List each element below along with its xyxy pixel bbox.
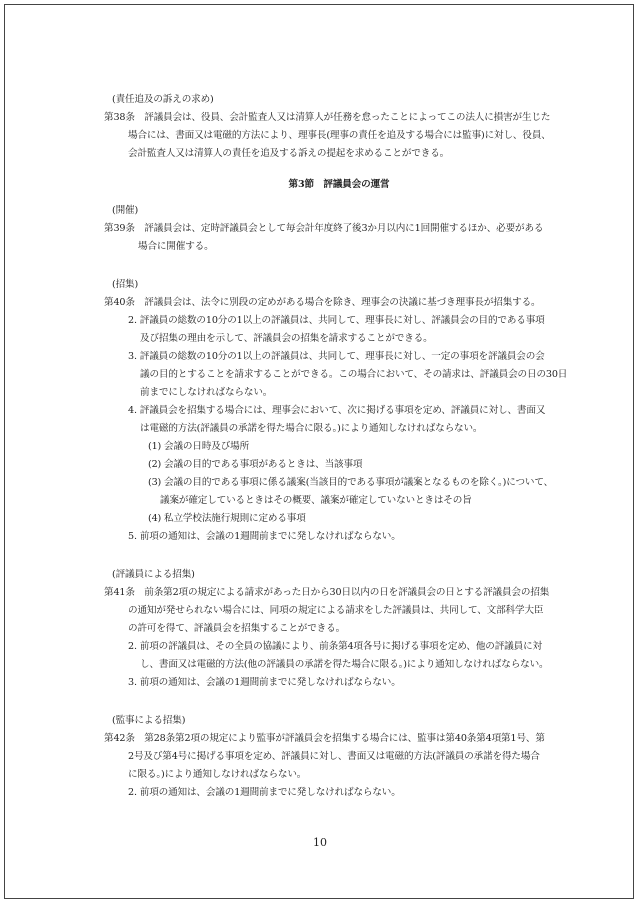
item-line: 3. 評議員の総数の10分の1以上の評議員は、共同して、理事長に対し、一定の事項を評議員会の会 <box>128 351 545 362</box>
article-39 <box>104 202 574 256</box>
item-4 <box>104 402 574 438</box>
item-line: 及び招集の理由を示して、評議員会の招集を請求することができる。 <box>140 333 433 344</box>
section-title: 第3節 評議員会の運営 <box>288 179 390 190</box>
article-number: 第40条 <box>104 297 135 308</box>
article-42 <box>104 712 574 802</box>
item-line: 前までにしなければならない。 <box>140 387 273 398</box>
article-heading: (責任追及の訴えの求め) <box>112 94 214 105</box>
subitem-3-continued: 議案が確定しているときはその概要、議案が確定していないときはその旨 <box>160 495 472 506</box>
article-text-line: に限る。)により通知しなければならない。 <box>128 769 307 780</box>
document-body <box>104 91 574 802</box>
article-heading: (監事による招集) <box>112 715 186 726</box>
article-heading: (招集) <box>112 279 139 290</box>
subitem-2: (2) 会議の目的である事項があるときは、当該事項 <box>148 459 363 470</box>
article-text-line: の許可を得て、評議員会を招集することができる。 <box>128 623 346 634</box>
article-38 <box>104 91 574 163</box>
article-text-line: 2号及び第4号に掲げる事項を定め、評議員に対し、書面又は電磁的方法(評議員の承諾を得た場合 <box>128 751 540 762</box>
item-3 <box>104 348 574 402</box>
item-line: し、書面又は電磁的方法(他の評議員の承諾を得た場合に限る。)により通知しなければならない。 <box>140 659 549 670</box>
article-number: 第38条 <box>104 112 135 123</box>
article-number: 第41条 <box>104 587 135 598</box>
article-text: 第41条 前条第2項の規定による請求があった日から30日以内の日を評議員会の日とする評議員会の招集 <box>104 587 550 598</box>
article-text-line: の通知が発せられない場合には、同項の規定による請求をした評議員は、共同して、文部科学大臣 <box>128 605 544 616</box>
item-5: 5. 前項の通知は、会議の1週間前までに発しなければならない。 <box>128 531 401 542</box>
item-line: 2. 前項の評議員は、その全員の協議により、前条第4項各号に掲げる事項を定め、他の評議員に対 <box>128 641 542 652</box>
article-number: 第42条 <box>104 733 135 744</box>
subitem-4: (4) 私立学校法施行規則に定める事項 <box>148 513 306 524</box>
item-line: 2. 評議員の総数の10分の1以上の評議員は、共同して、理事長に対し、評議員会の目的である事項 <box>128 315 545 326</box>
article-text-line: 場合に開催する。 <box>138 241 214 252</box>
article-40 <box>104 276 574 546</box>
subitem-1: (1) 会議の日時及び場所 <box>148 441 250 452</box>
item-line: 4. 評議員会を招集する場合には、理事会において、次に掲げる事項を定め、評議員に対し、書面又 <box>128 405 546 416</box>
item-2: 2. 前項の通知は、会議の1週間前までに発しなければならない。 <box>128 787 401 798</box>
article-number: 第39条 <box>104 223 135 234</box>
article-41 <box>104 566 574 692</box>
item-2 <box>104 638 574 674</box>
subitem-3: (3) 会議の目的である事項に係る議案(当該目的である事項が議案となるものを除く。)について、 <box>148 477 554 488</box>
item-line: 議の目的とすることを請求することができる。この場合において、その請求は、評議員会の日の30日 <box>140 369 568 380</box>
article-text: 第40条 評議員会は、法令に別段の定めがある場合を除き、理事会の決議に基づき理事長が招集する。 <box>104 297 541 308</box>
item-3: 3. 前項の通知は、会議の1週間前までに発しなければならない。 <box>128 677 401 688</box>
item-2 <box>104 312 574 348</box>
item-line: は電磁的方法(評議員の承諾を得た場合に限る。)により通知しなければならない。 <box>140 423 483 434</box>
page-number: 10 <box>313 836 327 849</box>
article-heading: (開催) <box>112 205 139 216</box>
article-text-line: 会計監査人又は清算人の責任を追及する訴えの提起を求めることができる。 <box>128 148 450 159</box>
article-text: 第39条 評議員会は、定時評議員会として毎会計年度終了後3か月以内に1回開催するほか、必要がある <box>104 223 544 234</box>
article-heading: (評議員による招集) <box>112 569 195 580</box>
article-text: 第42条 第28条第2項の規定により監事が評議員会を招集する場合には、監事は第40条第4項第1号、第 <box>104 733 545 744</box>
article-text-line: 場合には、書面又は電磁的方法により、理事長(理事の責任を追及する場合には監事)に対し、役員、 <box>128 130 551 141</box>
article-text: 第38条 評議員会は、役員、会計監査人又は清算人が任務を怠ったことによってこの法人に損害が生じた <box>104 112 551 123</box>
